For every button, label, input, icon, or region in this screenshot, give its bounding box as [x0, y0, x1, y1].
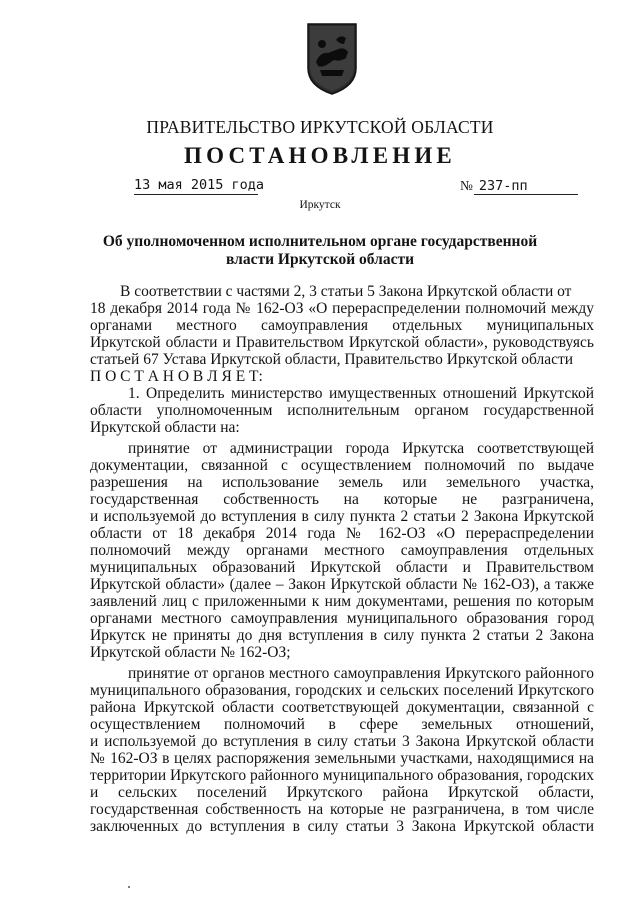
body-line: и используемой до вступления в силу статьи 3 Закона Иркутской области: [90, 733, 594, 750]
number-label: №: [460, 178, 473, 193]
city-name: Иркутск: [299, 199, 341, 211]
body-line: органами местного самоуправления муниципального образования город: [90, 610, 594, 627]
body-line: принятие от администрации города Иркутска соответствующей: [128, 440, 594, 457]
title-line: власти Иркутской области: [226, 251, 414, 268]
body-line: статьей 67 Устава Иркутской области, Правительство Иркутской области: [90, 351, 574, 368]
number-underline: [474, 194, 578, 195]
body-line: № 162-ОЗ в целях распоряжения земельными участками, находящимися на: [90, 750, 594, 767]
body-line: принятие от органов местного самоуправления Иркутского районного: [128, 665, 594, 682]
body-line: осуществлением полномочий в сфере земельных отношений,: [90, 716, 594, 733]
date-underline: [134, 194, 258, 195]
coat-of-arms-emblem: [306, 22, 358, 96]
body-line: государственная собственность на которые не разграничена,: [90, 491, 594, 508]
body-line: Иркутской области № 162-ОЗ;: [90, 644, 291, 661]
body-line: заявлений лиц с приложенными к ним документами, решения по которым: [90, 593, 594, 610]
body-line: Иркутской области» (далее – Закон Иркутской области № 162-ОЗ), а также: [90, 576, 594, 593]
body-line: государственная собственность на которые не разграничена, в том числе: [90, 801, 594, 818]
document-date: [134, 177, 264, 193]
body-line: разрешения на использование земель или земельного участка,: [90, 474, 594, 491]
body-line: заключенных до вступления в силу статьи 3 Закона Иркутской области: [90, 818, 594, 835]
document-type: ПОСТАНОВЛЕНИЕ: [184, 143, 456, 168]
organization-name: ПРАВИТЕЛЬСТВО ИРКУТСКОЙ ОБЛАСТИ: [146, 117, 494, 137]
body-line: органами местного самоуправления отдельных муниципальных: [90, 317, 594, 334]
body-line: муниципального образования, городских и сельских поселений Иркутского: [90, 682, 594, 699]
body-line: и используемой до вступления в силу пункта 2 статьи 2 Закона Иркутской: [90, 508, 594, 525]
body-line: Иркутской области на:: [90, 419, 240, 436]
title-line: Об уполномоченном исполнительном органе государственной: [102, 233, 538, 250]
date-text: 13 мая 2015 года: [134, 177, 265, 193]
body-line: 1. Определить министерство имущественных отношений Иркутской: [128, 385, 594, 402]
body-line: В соответствии с частями 2, 3 статьи 5 Закона Иркутской области от: [120, 283, 572, 300]
body-line: документации, связанной с осуществлением полномочий по выдаче: [90, 457, 594, 474]
body-line: области уполномоченным исполнительным органом государственной: [90, 402, 594, 419]
body-line: и сельских поселений Иркутского района Иркутской области,: [90, 784, 594, 801]
body-line: муниципальных образований Иркутской области и Правительством: [90, 559, 594, 576]
body-line: территории Иркутского районного муниципального образования, городских: [90, 767, 594, 784]
body-line: Иркутской области и Правительством Иркутской области», руководствуясь: [90, 334, 594, 351]
body-line: полномочий между органами местного самоуправления отдельных: [90, 542, 594, 559]
number-value: 237-пп: [478, 178, 528, 194]
body-line: 18 декабря 2014 года № 162-ОЗ «О перераспределении полномочий между: [90, 300, 594, 317]
body-line: области от 18 декабря 2014 года № 162-ОЗ «О перераспределении: [90, 525, 594, 542]
scan-speck: [128, 886, 130, 888]
body-line: П О С Т А Н О В Л Я Е Т:: [90, 368, 263, 385]
body-line: района Иркутской области соответствующей документации, связанной с: [90, 699, 594, 716]
document-title: [100, 233, 540, 269]
body-line: Иркутск не приняты до дня вступления в силу пункта 2 статьи 2 Закона: [90, 627, 594, 644]
document-number: [460, 178, 528, 194]
